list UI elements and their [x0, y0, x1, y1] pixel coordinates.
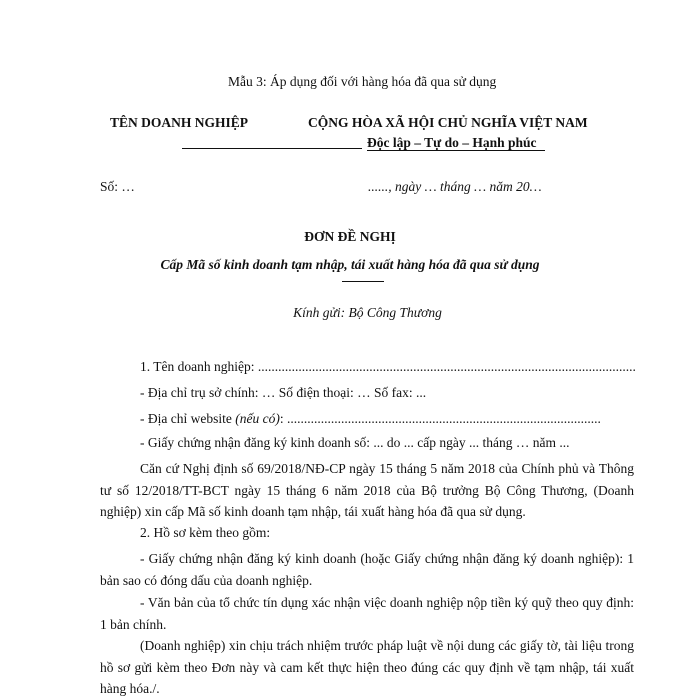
legal-basis-paragraph: Căn cứ Nghị định số 69/2018/NĐ-CP ngày 15 tháng 5 năm 2018 của Chính phủ và Thông tư số 12/2018/TT-BCT ngày 15 tháng 6 năm 2018 của Bộ trưởng Bộ Công Thương, (Doanh nghiệp) xin cấp Mã số kinh doanh tạm nhập, tái xuất hàng hóa đã qua sử dụng.	[100, 461, 634, 519]
document-title: ĐƠN ĐỀ NGHỊ	[304, 229, 396, 244]
nation-title: CỘNG HÒA XÃ HỘI CHỦ NGHĨA VIỆT NAM	[308, 115, 588, 130]
website-dots: : .............................................................................................	[279, 411, 601, 426]
company-underline	[182, 148, 362, 149]
date-line: ......, ngày … tháng … năm 20…	[368, 179, 542, 194]
number-line: Số: …	[100, 179, 135, 194]
field-license: - Giấy chứng nhận đăng ký kinh doanh số: ... do ... cấp ngày ... tháng … năm ...	[140, 435, 570, 450]
subtitle-underline	[342, 281, 384, 282]
website-note: (nếu có)	[235, 411, 280, 426]
recipient-text: Kính gửi: Bộ Công Thương	[293, 305, 442, 320]
template-note: Mẫu 3: Áp dụng đối với hàng hóa đã qua sử dụng	[228, 74, 497, 89]
motto-underline	[367, 150, 545, 151]
attachments-heading: 2. Hồ sơ kèm theo gồm:	[140, 525, 271, 540]
attachment-item-2: - Văn bản của tổ chức tín dụng xác nhận việc doanh nghiệp nộp tiền ký quỹ theo quy định: 1 bản chính.	[100, 595, 634, 632]
field-company-name: 1. Tên doanh nghiệp: ................................................................................................................	[140, 359, 636, 374]
attachment-item-1: - Giấy chứng nhận đăng ký kinh doanh (hoặc Giấy chứng nhận đăng ký doanh nghiệp): 1 bản sao có đóng dấu của doanh nghiệp.	[100, 551, 634, 588]
document-subtitle: Cấp Mã số kinh doanh tạm nhập, tái xuất hàng hóa đã qua sử dụng	[160, 257, 540, 272]
commitment-paragraph: (Doanh nghiệp) xin chịu trách nhiệm trước pháp luật về nội dung các giấy tờ, tài liệu trong hồ sơ gửi kèm theo Đơn này và cam kết thực hiện theo đúng các quy định về tạm nhập, tái xuất hàng hóa./.	[100, 638, 634, 696]
website-label: - Địa chỉ website	[140, 411, 236, 426]
motto: Độc lập – Tự do – Hạnh phúc	[367, 135, 537, 150]
company-name: TÊN DOANH NGHIỆP	[110, 115, 249, 130]
field-website	[140, 410, 601, 428]
recipient	[0, 304, 700, 322]
field-address: - Địa chỉ trụ sở chính: … Số điện thoại: … Số fax: ...	[140, 385, 427, 400]
